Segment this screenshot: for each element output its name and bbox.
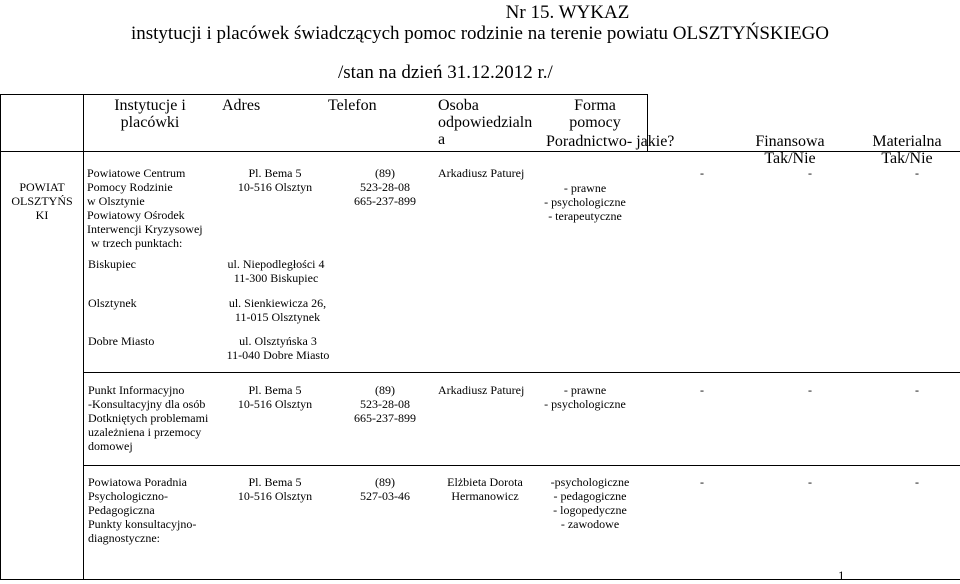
- info-point-mark-2: -: [808, 383, 812, 397]
- info-point-phone: (89) 523-28-08 665-237-899: [354, 383, 416, 425]
- table-border-top: [0, 94, 648, 95]
- branch-dobre-miasto-address: ul. Olsztyńska 3 11-040 Dobre Miasto: [226, 334, 330, 362]
- counseling-mark-1: -: [700, 475, 704, 489]
- pcpr-extra-mark: -: [915, 166, 919, 180]
- counseling-row-top: [83, 465, 960, 466]
- pcpr-phone: (89) 523-28-08 665-237-899: [354, 166, 416, 208]
- branch-dobre-miasto-name: Dobre Miasto: [88, 334, 155, 348]
- info-point-person: Arkadiusz Paturej: [438, 383, 525, 397]
- title-line-1: Nr 15. WYKAZ: [505, 2, 630, 23]
- header-advice: Poradnictwo- jakie?: [546, 133, 675, 150]
- header-address: Adres: [222, 97, 261, 114]
- county-label: POWIAT OLSZTYŃS KI: [11, 180, 73, 222]
- branch-biskupiec-name: Biskupiec: [88, 257, 136, 271]
- title-line-2: instytucji i placówek świadczących pomoc rodzinie na terenie powiatu OLSZTYŃSKIEGO: [130, 23, 830, 44]
- counseling-address: Pl. Bema 5 10-516 Olsztyn: [237, 475, 313, 503]
- header-institutions: Instytucje i placówki: [114, 97, 186, 131]
- counseling-mark-2: -: [808, 475, 812, 489]
- page-number: 1: [838, 568, 845, 583]
- pcpr-advice: - prawne - psychologiczne - terapeutyczne: [544, 181, 626, 223]
- table-border-left: [0, 94, 1, 580]
- document-title: [0, 2, 960, 44]
- pcpr-person: Arkadiusz Paturej: [438, 166, 525, 180]
- info-point-advice: - prawne - psychologiczne: [544, 383, 626, 411]
- header-phone: Telefon: [328, 97, 377, 114]
- pcpr-name: Powiatowe Centrum Pomocy Rodzinie w Olsztynie Powiatowy Ośrodek Interwencji Kryzysowej w trzech punktach:: [87, 166, 203, 250]
- counseling-person: Elżbieta Dorota Hermanowicz: [447, 475, 523, 503]
- header-person: Osoba odpowiedzialn a: [438, 97, 533, 148]
- pcpr-financial-mark: -: [700, 166, 704, 180]
- info-point-address: Pl. Bema 5 10-516 Olsztyn: [237, 383, 313, 411]
- pcpr-material-mark: -: [808, 166, 812, 180]
- branch-olsztynek-name: Olsztynek: [88, 296, 137, 310]
- table-border-bottom: [0, 579, 960, 580]
- branch-olsztynek-address: ul. Sienkiewicza 26, 11-015 Olsztynek: [228, 296, 327, 324]
- header-form: Forma pomocy: [569, 97, 621, 131]
- info-point-name: Punkt Informacyjno -Konsultacyjny dla osób Dotkniętych problemami uzależniena i przemocy domowej: [88, 383, 209, 453]
- branch-biskupiec-address: ul. Niepodległości 4 11-300 Biskupiec: [227, 257, 325, 285]
- counseling-phone: (89) 527-03-46: [360, 475, 410, 503]
- info-row-top: [83, 372, 960, 373]
- info-point-mark-1: -: [700, 383, 704, 397]
- header-financial: Finansowa Tak/Nie: [755, 133, 825, 167]
- counseling-name: Powiatowa Poradnia Psychologiczno- Pedagogiczna Punkty konsultacyjno- diagnostyczne:: [88, 475, 197, 545]
- county-col-divider: [83, 94, 84, 580]
- pcpr-address: Pl. Bema 5 10-516 Olsztyn: [237, 166, 313, 194]
- header-material: Materialna Tak/Nie: [872, 133, 942, 167]
- status-date: /stan na dzień 31.12.2012 r./: [338, 62, 553, 83]
- counseling-mark-3: -: [915, 475, 919, 489]
- info-point-mark-3: -: [915, 383, 919, 397]
- counseling-advice: -psychologiczne - pedagogiczne - logopedyczne - zawodowe: [550, 475, 630, 531]
